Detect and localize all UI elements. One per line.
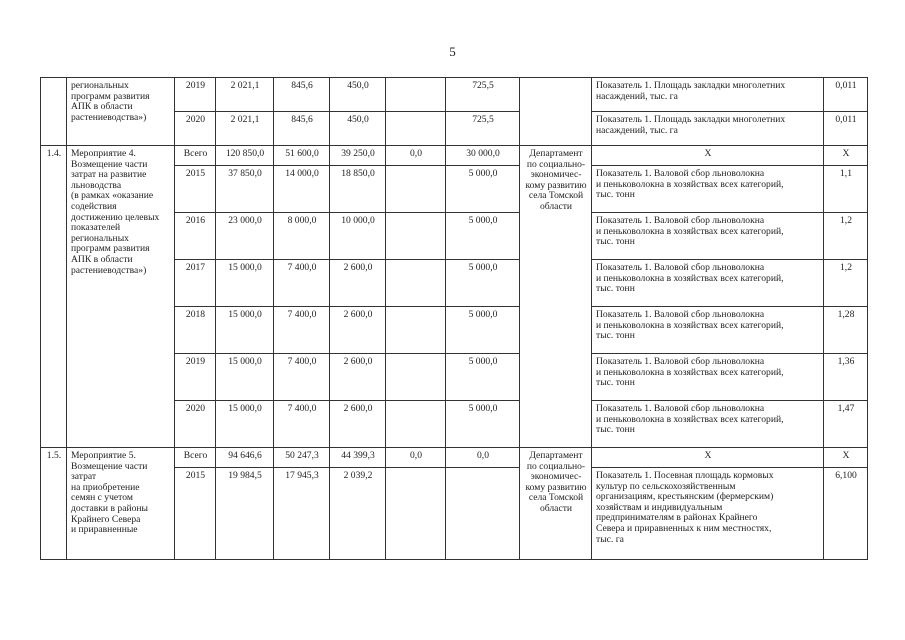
total-cell: 15 000,0 xyxy=(216,354,274,401)
local-cell xyxy=(386,307,446,354)
indicator-value-cell: Х xyxy=(824,146,868,166)
regional-cell: 450,0 xyxy=(330,112,386,146)
federal-cell: 7 400,0 xyxy=(274,260,330,307)
table-row-total xyxy=(41,146,868,166)
indicator-cell: Показатель 1. Валовой сбор льноволокна и пеньковолокна в хозяйствах всех категорий, тыс. тонн xyxy=(592,260,824,307)
total-cell: 94 646,6 xyxy=(216,448,274,468)
year-cell: 2020 xyxy=(175,112,216,146)
indicator-cell: Показатель 1. Валовой сбор льноволокна и пеньковолокна в хозяйствах всех категорий, тыс. тонн xyxy=(592,166,824,213)
other-cell: 725,5 xyxy=(446,112,520,146)
indicator-value-cell: 1,1 xyxy=(824,166,868,213)
table-row-total xyxy=(41,448,868,468)
year-cell: 2019 xyxy=(175,354,216,401)
other-cell: 5 000,0 xyxy=(446,166,520,213)
indicator-cell: Показатель 1. Валовой сбор льноволокна и пеньковолокна в хозяйствах всех категорий, тыс. тонн xyxy=(592,401,824,448)
program-table xyxy=(40,77,868,560)
other-cell: 725,5 xyxy=(446,78,520,112)
indicator-cell: Показатель 1. Валовой сбор льноволокна и пеньковолокна в хозяйствах всех категорий, тыс. тонн xyxy=(592,354,824,401)
indicator-cell: Показатель 1. Валовой сбор льноволокна и пеньковолокна в хозяйствах всех категорий, тыс. тонн xyxy=(592,307,824,354)
total-cell: 15 000,0 xyxy=(216,260,274,307)
number-cell xyxy=(41,78,67,146)
executor-cell: Департамент по социально- экономичес- кому развитию села Томской области xyxy=(520,448,592,560)
year-cell: Всего xyxy=(175,146,216,166)
regional-cell: 10 000,0 xyxy=(330,213,386,260)
indicator-cell: Х xyxy=(592,448,824,468)
regional-cell: 39 250,0 xyxy=(330,146,386,166)
indicator-cell: Показатель 1. Площадь закладки многолетних насаждений, тыс. га xyxy=(592,78,824,112)
indicator-value-cell: 1,47 xyxy=(824,401,868,448)
federal-cell: 50 247,3 xyxy=(274,448,330,468)
indicator-value-cell: 6,100 xyxy=(824,468,868,560)
local-cell: 0,0 xyxy=(386,448,446,468)
number-cell: 1.4. xyxy=(41,146,67,448)
regional-cell: 44 399,3 xyxy=(330,448,386,468)
indicator-cell: Показатель 1. Валовой сбор льноволокна и пеньковолокна в хозяйствах всех категорий, тыс. тонн xyxy=(592,213,824,260)
local-cell: 0,0 xyxy=(386,146,446,166)
federal-cell: 845,6 xyxy=(274,112,330,146)
local-cell xyxy=(386,112,446,146)
local-cell xyxy=(386,166,446,213)
other-cell: 30 000,0 xyxy=(446,146,520,166)
total-cell: 15 000,0 xyxy=(216,307,274,354)
regional-cell: 2 600,0 xyxy=(330,260,386,307)
measure-name-cell: регионaльных программ развития АПК в области растениеводства») xyxy=(67,78,175,146)
local-cell xyxy=(386,213,446,260)
federal-cell: 7 400,0 xyxy=(274,354,330,401)
indicator-cell: Х xyxy=(592,146,824,166)
page-number: 5 xyxy=(449,44,456,59)
local-cell xyxy=(386,78,446,112)
total-cell: 19 984,5 xyxy=(216,468,274,560)
federal-cell: 8 000,0 xyxy=(274,213,330,260)
total-cell: 37 850,0 xyxy=(216,166,274,213)
local-cell xyxy=(386,401,446,448)
indicator-value-cell: Х xyxy=(824,448,868,468)
local-cell xyxy=(386,468,446,560)
regional-cell: 2 600,0 xyxy=(330,354,386,401)
total-cell: 2 021,1 xyxy=(216,78,274,112)
measure-name-cell: Мероприятие 5. Возмещение части затрат на приобретение семян с учетом доставки в районы Крайнего Севера и приравненные xyxy=(67,448,175,560)
year-cell: 2020 xyxy=(175,401,216,448)
regional-cell: 450,0 xyxy=(330,78,386,112)
measure-name-cell: Мероприятие 4. Возмещение части затрат на развитие льноводства (в рамках «оказание содействия достижению целевых показателей региональных программ развития АПК в области растениеводства») xyxy=(67,146,175,448)
federal-cell: 14 000,0 xyxy=(274,166,330,213)
other-cell: 5 000,0 xyxy=(446,354,520,401)
total-cell: 120 850,0 xyxy=(216,146,274,166)
local-cell xyxy=(386,260,446,307)
indicator-cell: Показатель 1. Площадь закладки многолетних насаждений, тыс. га xyxy=(592,112,824,146)
total-cell: 23 000,0 xyxy=(216,213,274,260)
table-body xyxy=(41,78,868,560)
other-cell xyxy=(446,468,520,560)
other-cell: 5 000,0 xyxy=(446,307,520,354)
regional-cell: 2 600,0 xyxy=(330,401,386,448)
executor-cell xyxy=(520,78,592,146)
executor-cell: Департамент по социально- экономичес- кому развитию села Томской области xyxy=(520,146,592,448)
indicator-cell: Показатель 1. Посевная площадь кормовых культур по сельскохозяйственным организациям, крестьянским (фермерским) хозяйствам и индивидуальным предпринимателям в районах Крайнего Севера и приравненных к ним местностях, тыс. га xyxy=(592,468,824,560)
total-cell: 2 021,1 xyxy=(216,112,274,146)
federal-cell: 51 600,0 xyxy=(274,146,330,166)
indicator-value-cell: 1,2 xyxy=(824,213,868,260)
year-cell: 2019 xyxy=(175,78,216,112)
indicator-value-cell: 1,28 xyxy=(824,307,868,354)
other-cell: 5 000,0 xyxy=(446,213,520,260)
year-cell: Всего xyxy=(175,448,216,468)
table-row xyxy=(41,78,868,112)
federal-cell: 845,6 xyxy=(274,78,330,112)
federal-cell: 7 400,0 xyxy=(274,401,330,448)
regional-cell: 2 600,0 xyxy=(330,307,386,354)
indicator-value-cell: 1,36 xyxy=(824,354,868,401)
year-cell: 2018 xyxy=(175,307,216,354)
year-cell: 2015 xyxy=(175,166,216,213)
year-cell: 2015 xyxy=(175,468,216,560)
federal-cell: 17 945,3 xyxy=(274,468,330,560)
indicator-value-cell: 0,011 xyxy=(824,78,868,112)
regional-cell: 2 039,2 xyxy=(330,468,386,560)
year-cell: 2016 xyxy=(175,213,216,260)
other-cell: 0,0 xyxy=(446,448,520,468)
total-cell: 15 000,0 xyxy=(216,401,274,448)
local-cell xyxy=(386,354,446,401)
indicator-value-cell: 0,011 xyxy=(824,112,868,146)
year-cell: 2017 xyxy=(175,260,216,307)
other-cell: 5 000,0 xyxy=(446,401,520,448)
federal-cell: 7 400,0 xyxy=(274,307,330,354)
regional-cell: 18 850,0 xyxy=(330,166,386,213)
number-cell: 1.5. xyxy=(41,448,67,560)
other-cell: 5 000,0 xyxy=(446,260,520,307)
indicator-value-cell: 1,2 xyxy=(824,260,868,307)
